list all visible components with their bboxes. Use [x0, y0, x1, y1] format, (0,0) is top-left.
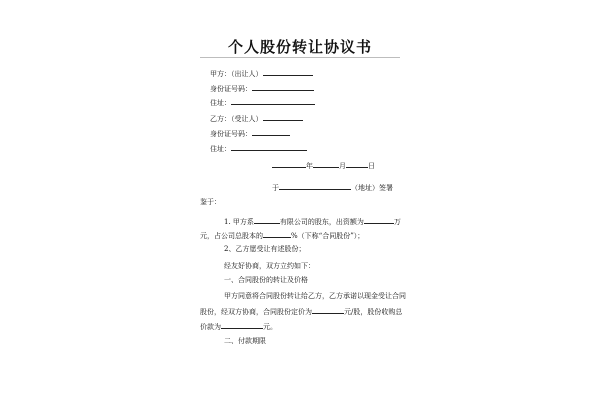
signing-line: [272, 182, 393, 193]
month-label: 月: [339, 162, 346, 170]
section-1-heading: 一、合同股份的转让及价格: [224, 276, 308, 284]
signing-prefix: 于: [272, 184, 279, 192]
party-a-line: [210, 68, 313, 79]
agreement-line: 经友好协商，双方立约如下：: [224, 262, 315, 270]
whereas-heading: 鉴于：: [200, 198, 221, 206]
party-b-id-line: [210, 128, 290, 139]
month-blank: [313, 160, 339, 168]
party-a-label: 甲方：（出让人）: [210, 70, 263, 78]
clause-1-line-2: [200, 230, 364, 241]
party-a-address-blank: [231, 97, 315, 105]
party-a-id-line: [210, 83, 314, 94]
title-divider: [200, 57, 400, 58]
party-a-id-blank: [252, 83, 314, 91]
share-percent-blank: [263, 230, 291, 238]
signing-suffix: （地址）签署: [351, 184, 393, 192]
section-1-text-b: 元/股，股份收购总: [344, 308, 403, 316]
capital-amount-blank: [364, 216, 394, 224]
section-1-text-d: 元。: [263, 323, 277, 331]
company-name-blank: [254, 216, 280, 224]
clause-1-text-a: 1. 甲方系: [224, 218, 254, 226]
section-2-heading: 二、付款期限: [224, 337, 266, 345]
section-1-line-1: 甲方同意将合同股份转让给乙方，乙方承诺以现金受让合同: [224, 292, 406, 300]
year-label: 年: [306, 162, 313, 170]
party-b-address-blank: [231, 143, 307, 151]
party-b-name-blank: [263, 113, 303, 121]
party-b-address-line: [210, 143, 307, 154]
day-blank: [346, 160, 368, 168]
party-a-id-label: 身份证号码：: [210, 85, 252, 93]
party-a-address-label: 住址：: [210, 99, 231, 107]
party-b-line: [210, 113, 303, 124]
clause-1-line-1: [224, 216, 401, 227]
page-title: 个人股份转让协议书: [227, 38, 372, 56]
section-1-line-2: [200, 306, 402, 317]
day-label: 日: [368, 162, 375, 170]
date-line: [272, 160, 375, 171]
clause-1-text-e: %（下称“合同股份”）；: [291, 232, 365, 240]
year-blank: [272, 160, 306, 168]
clause-1-text-c: 万: [393, 218, 401, 226]
party-b-id-label: 身份证号码：: [210, 130, 252, 138]
total-price-blank: [221, 321, 263, 329]
section-1-text-a: 股份，经双方协商，合同股份定价为: [200, 308, 312, 316]
party-b-id-blank: [252, 128, 290, 136]
party-b-label: 乙方：（受让人）: [210, 115, 263, 123]
party-a-name-blank: [263, 68, 313, 76]
section-1-line-3: [200, 321, 277, 332]
clause-1-text-d: 元，占公司总股本的: [200, 232, 263, 240]
signing-place-blank: [279, 182, 351, 190]
party-a-address-line: [210, 97, 315, 108]
party-b-address-label: 住址：: [210, 145, 231, 153]
clause-1-text-b: 有限公司的股东，出资额为: [279, 218, 364, 226]
section-1-text-c: 价款为: [200, 323, 221, 331]
clause-2: 2、乙方愿受让有述股份；: [224, 245, 306, 253]
price-per-share-blank: [312, 306, 344, 314]
